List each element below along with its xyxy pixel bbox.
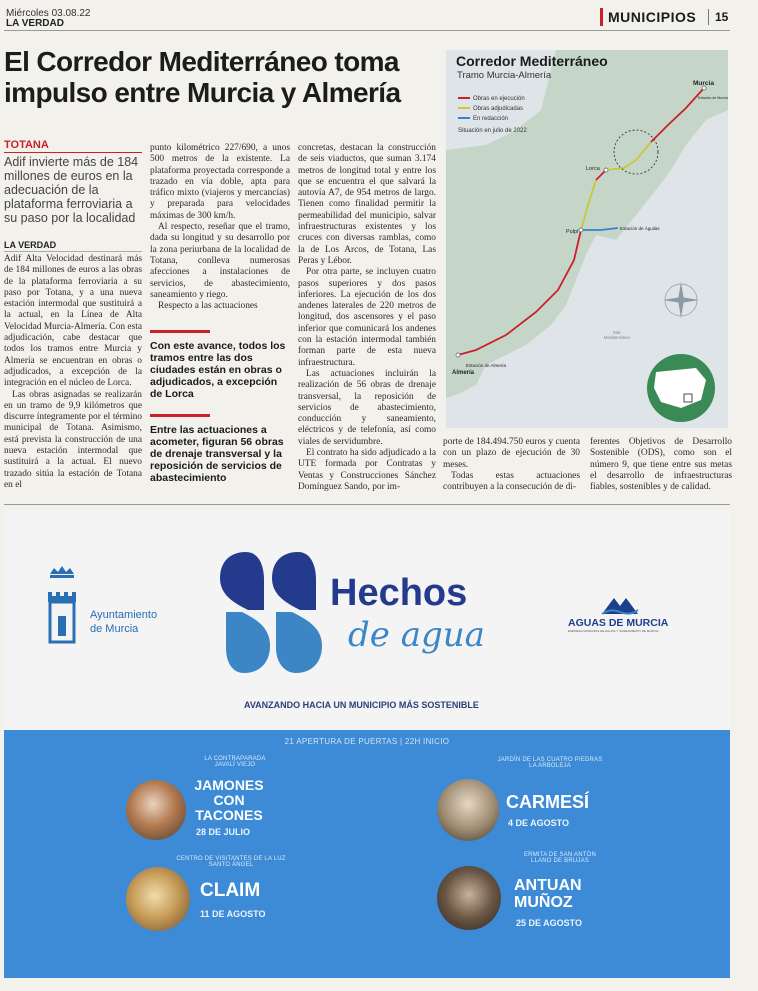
legend-swatch xyxy=(458,97,470,99)
location-tag: TOTANA xyxy=(4,139,49,151)
header-divider xyxy=(708,9,709,25)
ayuntamiento-line-1: Ayuntamiento xyxy=(90,609,158,621)
body-column-5 xyxy=(590,437,732,493)
legend-swatch xyxy=(458,107,470,109)
legend-item-drafting xyxy=(458,116,508,122)
aguas-de-murcia-subtext: EMPRESA MUNICIPAL DE AGUAS Y SANEAMIENTO DE MURCIA xyxy=(568,629,659,633)
event-name-claim: CLAIM xyxy=(200,880,261,901)
body-column-3 xyxy=(298,143,436,493)
compass-icon xyxy=(663,282,699,318)
paragraph: El contrato ha sido adjudicado a la UTE formada por Contratas y Ventas y Construcciones Sánchez Domínguez Sando, por im- xyxy=(298,448,436,492)
event-venue xyxy=(505,852,615,864)
event-photo-carmesi xyxy=(437,779,499,841)
ad-tagline: AVANZANDO HACIA UN MUNICIPIO MÁS SOSTENIBLE xyxy=(244,700,479,710)
event-photo-antuan xyxy=(437,866,501,930)
event-date: 28 DE JULIO xyxy=(196,827,251,837)
event-name-carmesi: CARMESÍ xyxy=(506,792,590,812)
body-column-4 xyxy=(443,437,580,493)
event-name-line: TACONES xyxy=(195,807,263,823)
paragraph: Respecto a las actuaciones xyxy=(158,301,258,312)
event-date: 4 DE AGOSTO xyxy=(508,818,570,828)
venue-name: LA CONTRAPARADA xyxy=(204,756,266,762)
paragraph: Adif Alta Velocidad destinará más de 184 millones de euros a las obras de la plataforma ferroviaria a su paso por Totana, y a una nueva estación intermodal que sustituirá a la actual, en la Línea de Alta Velocidad Murcia-Almería. Con esta adjudicación, cabe destacar que todos los tramos entre Murcia y Almería se encuentran en obras o adjudicados, a excepción de la integración en el núcleo de Lorca. xyxy=(4,254,142,389)
map-label-sea: Mar Mediterráneo xyxy=(603,330,631,340)
paragraph: ferentes Objetivos de Desarrollo Sostenible (ODS), como son el número 9, que tiene entre sus metas el desarrollo de infraestructuras fiables, sostenibles y de calidad. xyxy=(590,437,732,493)
ad-title-hechos: Hechos xyxy=(330,572,468,614)
article-headline xyxy=(4,46,434,108)
section-accent-bar xyxy=(600,8,603,26)
legend-swatch xyxy=(458,117,470,119)
paragraph: Todas estas actuaciones contribuyen a la consecución de di- xyxy=(443,470,580,493)
legend-label: Obras adjudicadas xyxy=(473,106,524,112)
section-title: MUNICIPIOS xyxy=(608,9,697,25)
venue-name: JARDÍN DE LAS CUATRO PIEDRAS xyxy=(497,757,603,763)
ayuntamiento-crest-icon xyxy=(44,566,80,646)
byline: LA VERDAD xyxy=(4,240,57,250)
map-label-murcia: Murcia xyxy=(693,80,714,87)
paragraph: concretas, destacan la construcción de seis viaductos, que suman 3.174 metros de longitud total y entre los que se encuentra el que salvará la autovía A7, de 954 metros de largo. Tienen como finalidad permitir la permeabilidad del municipio, salvar infraestructuras existentes y los cruces con diversas ramblas, como la de Los Arcos, de Totana, Las Peras y Lébor. xyxy=(298,143,436,266)
body-column-2 xyxy=(150,143,290,312)
venue-name: CENTRO DE VISITANTES DE LA LUZ xyxy=(176,856,286,862)
map-label-lorca: Lorca xyxy=(586,166,600,172)
venue-area: LLANO DE BRUJAS xyxy=(530,858,590,864)
map-label-pulpi: Pulpí xyxy=(566,229,579,235)
byline-rule xyxy=(4,251,142,252)
event-name-line: JAMONES xyxy=(194,777,264,793)
paragraph: Las actuaciones incluirán la realización de 56 obras de drenaje transversal, la reposición de servicios de abastecimiento, conducción y saneamiento, eléctricos y de telefonía, así como viales de servidumbre. xyxy=(298,368,436,447)
hechos-de-agua-logo-icon xyxy=(218,550,328,675)
event-venue xyxy=(166,856,296,868)
event-subhead: 21 APERTURA DE PUERTAS | 22H INICIO xyxy=(284,737,450,746)
aguas-de-murcia-logo-text: AGUAS DE MURCIA xyxy=(568,617,669,629)
map-status-date: Situación en julio de 2022 xyxy=(458,128,527,134)
event-photo-claim xyxy=(126,867,190,931)
venue-area: SANTO ÁNGEL xyxy=(208,862,254,868)
event-date: 25 DE AGOSTO xyxy=(516,918,583,928)
paragraph: Las obras asignadas se realizarán en un tramo de 9,9 kilómetros que discurre íntegramente por el término municipal de Totana. Asimismo, está prevista la construcción de una nueva estación intermodal que sustituirá a la actual. El nuevo trazado sitúa la estación de Totana en el xyxy=(4,389,142,490)
top-rule xyxy=(4,30,730,31)
event-name-line: ANTUAN xyxy=(514,877,582,894)
legend-label: En redacción xyxy=(473,116,509,122)
venue-area: LA ARBOLEJA xyxy=(529,763,571,769)
map-label-almeria-station: Estación de Almería xyxy=(466,363,507,368)
legend-label: Obras en ejecución xyxy=(473,96,525,102)
station-dot-pulpi xyxy=(579,228,583,232)
event-photo-jamones xyxy=(126,780,186,840)
map-title: Corredor Mediterráneo xyxy=(456,53,608,69)
headline-line-2: impulso entre Murcia y Almería xyxy=(4,77,401,108)
tag-underline xyxy=(4,152,142,153)
map-subtitle: Tramo Murcia-Almería xyxy=(457,70,552,81)
ad-title-de-agua: de agua xyxy=(348,615,485,655)
page-number: 15 xyxy=(715,10,729,24)
aguas-de-murcia-wave-icon xyxy=(600,594,640,616)
paragraph: Por otra parte, se incluyen cuatro pasos superiores y dos pasos inferiores. La ejecución de los dos andenes laterales de 220 metros de longitud, dos ascensores y el paso inferior que comunicará los andenes con la estación intermodal también forman parte de esta nueva infraestructura. xyxy=(298,267,436,368)
article-bottom-rule xyxy=(4,504,730,505)
event-name-jamones xyxy=(186,778,272,823)
ayuntamiento-line-2: de Murcia xyxy=(90,623,139,635)
pull-quote-bar xyxy=(150,330,210,333)
station-dot-almeria xyxy=(456,353,460,357)
map-label-almeria: Almería xyxy=(452,370,475,376)
venue-name: ERMITA DE SAN ANTÓN xyxy=(523,852,597,858)
pull-quote-bar xyxy=(150,414,210,417)
event-listing-panel xyxy=(4,730,730,978)
map-label-aguilas: Estación de Águilas xyxy=(620,226,660,231)
pull-quote-2: Entre las actuaciones a acometer, figuran 56 obras de drenaje transversal y la reposición de servicios de abastecimiento xyxy=(150,424,284,484)
venue-area: JAVALÍ VIEJO xyxy=(214,762,256,768)
event-name-line: CON xyxy=(213,792,245,808)
newspaper-name: LA VERDAD xyxy=(6,18,64,29)
edition-date: Miércoles 03.08.22 xyxy=(6,8,91,19)
body-column-1 xyxy=(4,254,142,491)
legend-item-adjudicated xyxy=(458,106,523,112)
map-label-murcia-station: Estación de Murcia xyxy=(698,96,728,100)
paragraph: punto kilométrico 227/690, a unos 500 metros de la existente. La plataforma proyectada corresponde a trazado en vía doble, apta para tráfico mixto (viajeros y mercancías) y preparada para velocidades máximas de 300 km/h. xyxy=(150,143,290,221)
event-venue xyxy=(488,757,612,769)
event-name-line: MUÑOZ xyxy=(514,894,573,911)
station-dot-lorca xyxy=(604,168,608,172)
event-date: 11 DE AGOSTO xyxy=(200,909,266,919)
event-name-antuan xyxy=(514,877,582,911)
paragraph: Al respecto, reseñar que el tramo, dada su longitud y su desarrollo por la zona periurbana de la localidad de Totana, conlleva numerosas afecciones a instalaciones de servicios, de abastecimiento, saneamiento y riego. xyxy=(150,222,290,300)
article-deck: Adif invierte más de 184 millones de euros en la adecuación de la plataforma ferroviaria a su paso por la localidad xyxy=(4,155,139,225)
headline-line-1: El Corredor Mediterráneo toma xyxy=(4,46,399,77)
ayuntamiento-logo-text xyxy=(90,608,157,636)
paragraph: porte de 184.494.750 euros y cuenta con un plazo de ejecución de 30 meses. xyxy=(443,437,580,470)
pull-quote-1: Con este avance, todos los tramos entre las dos ciudades están en obras o adjudicados, a excepción de Lorca xyxy=(150,340,286,400)
event-venue xyxy=(180,756,290,768)
legend-item-executing xyxy=(458,96,525,102)
